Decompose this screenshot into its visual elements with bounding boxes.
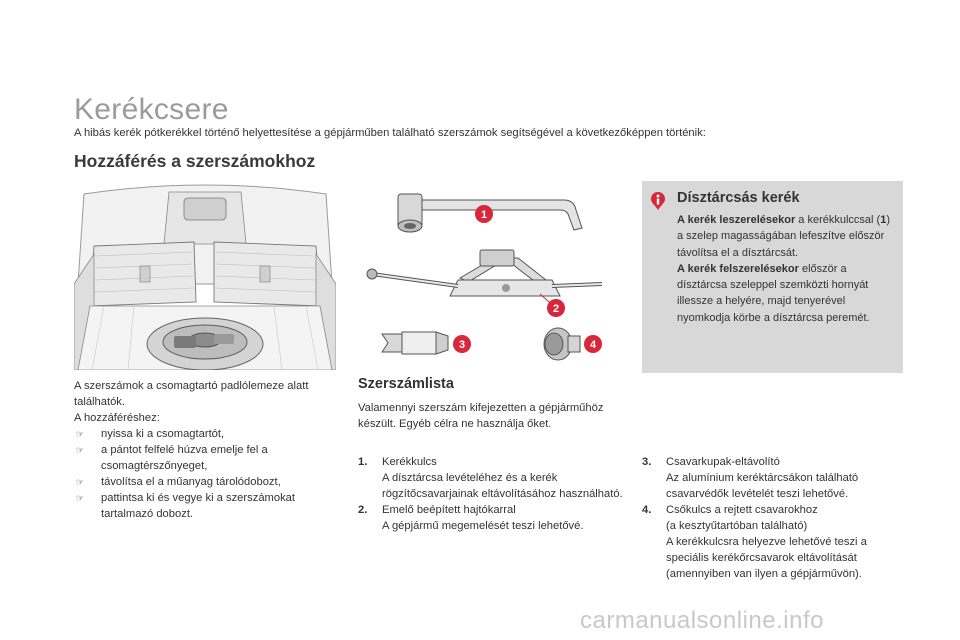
intro-text: A hibás kerék pótkerékkel történő helyettesítése a gépjárműben található szerszámok segítségével a következőképpen történik: [74,127,706,139]
section-heading: Hozzáférés a szerszámokhoz [74,151,316,171]
svg-text:2: 2 [552,303,560,315]
trunk-illustration [74,184,336,370]
watermark: carmanualsonline.info [580,607,824,634]
tool-list-left [358,454,623,534]
access-instructions [74,378,344,522]
callout-4 [584,335,602,353]
cap-remover-image [382,332,448,354]
access-bullet: ☞ a pántot felfelé húzva emelje fel a csomagtérszőnyeget, [76,444,268,472]
tools-heading: Szerszámlista [358,376,454,392]
callout-3 [453,335,471,353]
access-bullet: ☞ pattintsa ki és vegye ki a szerszámokat tartalmazó dobozt. [76,492,296,520]
info-icon [650,191,666,211]
access-bullet: ☞ nyissa ki a csomagtartót, [76,428,225,440]
svg-text:1: 1 [480,209,488,221]
callout-1 [475,205,493,223]
tools-description: Valamennyi szerszám kifejezetten a gépjárműhöz készült. Egyéb célra ne használja őket. [358,402,604,430]
hand-pointer-icon: ☞ [76,493,85,503]
access-line-1: A szerszámok a csomagtartó padlólemeze alatt találhatók. [74,380,309,408]
jack-image [367,250,602,296]
info-box-title: Dísztárcsás kerék [677,190,800,206]
tool-item-1: 1. Kerékkulcs A dísztárcsa levételéhez és a kerék rögzítőcsavarjainak eltávolításához használható. [358,456,623,500]
tools-illustration [362,184,614,372]
svg-text:4: 4 [589,339,597,351]
tool-item-3: 3. Csavarkupak-eltávolító Az alumínium keréktárcsákon található csavarvédők levételét teszi lehetővé. [642,456,859,500]
svg-text:3: 3 [458,339,466,351]
info-box-body: A kerék leszerelésekor a kerékkulccsal (1) a szelep magasságában lefeszítve először távolítsa el a dísztárcsát. A kerék felszerelésekor először a dísztárcsa szeleppel szemközti hornyát illessze a helyére, majd tenyerével nyomkodja körbe a dísztárcsa peremét. [677,214,891,324]
tool-item-4: 4. Csőkulcs a rejtett csavarokhoz (a kesztyűtartóban található) A kerékkulcsra helyezve lehetővé teszi a speciális kerékőrcsavarok eltávolítását (amennyiben van ilyen a gépjárművön). [642,504,867,580]
hand-pointer-icon: ☞ [76,477,85,487]
tool-list-right [642,454,902,582]
page-title: Kerékcsere [74,93,229,126]
hand-pointer-icon: ☞ [76,429,85,439]
callout-2 [540,294,565,317]
socket-image [544,328,580,360]
hand-pointer-icon: ☞ [76,445,85,455]
access-bullet: ☞ távolítsa el a műanyag tárolódobozt, [76,476,281,488]
tool-item-2: 2. Emelő beépített hajtókarral A gépjármű megemelését teszi lehetővé. [358,504,584,532]
access-line-2: A hozzáféréshez: [74,412,160,424]
